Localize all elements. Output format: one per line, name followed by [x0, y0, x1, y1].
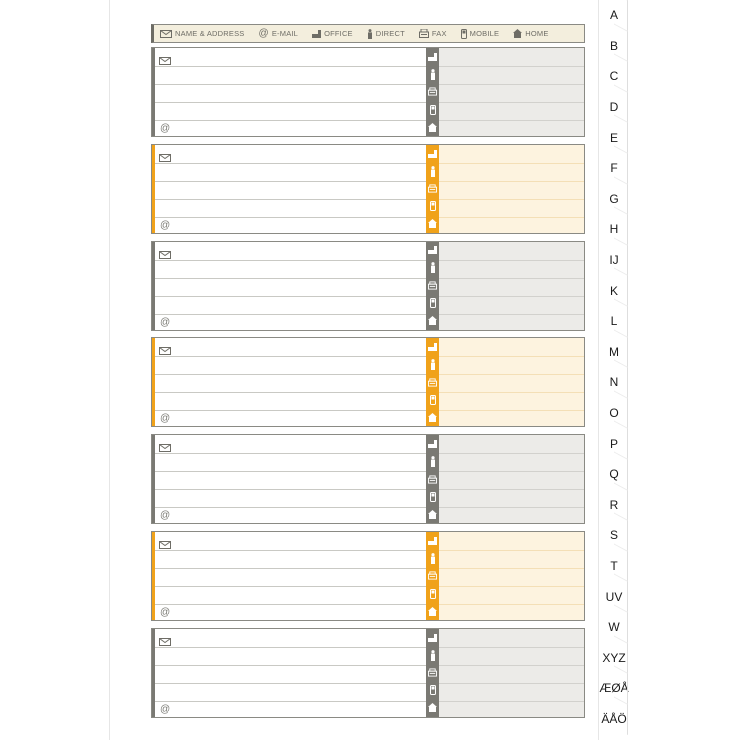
fax-icon	[428, 475, 437, 484]
index-tab-label: O	[609, 406, 619, 421]
mobile-icon	[461, 29, 467, 39]
legend-name-address-label: NAME & ADDRESS	[175, 29, 245, 38]
home-slot	[428, 122, 437, 133]
legend-email-label: E-MAIL	[271, 29, 299, 38]
phone-numbers-area[interactable]	[439, 145, 584, 233]
fax-icon	[419, 29, 429, 38]
name-address-area[interactable]	[155, 48, 426, 136]
phone-line[interactable]	[439, 296, 584, 297]
index-tab-label: A	[609, 8, 618, 23]
envelope-icon	[160, 30, 172, 38]
name-address-line[interactable]	[155, 181, 426, 182]
phone-line[interactable]	[439, 471, 584, 472]
name-address-line[interactable]	[155, 647, 426, 648]
direct-slot	[428, 456, 437, 467]
fax-slot	[428, 570, 437, 581]
phone-line[interactable]	[439, 683, 584, 684]
contact-entry[interactable]	[151, 241, 585, 331]
legend-office-label: OFFICE	[324, 29, 353, 38]
phone-line[interactable]	[439, 701, 584, 702]
index-tab-label: T	[610, 559, 618, 574]
contact-entry[interactable]	[151, 144, 585, 234]
legend-home-label: HOME	[525, 29, 549, 38]
name-address-line[interactable]	[155, 392, 426, 393]
home-slot	[428, 412, 437, 423]
fax-icon	[428, 571, 437, 580]
home-icon	[428, 703, 437, 712]
index-tab-label: H	[609, 222, 619, 237]
mobile-slot	[428, 298, 437, 309]
person-icon	[367, 29, 373, 39]
name-address-line[interactable]	[155, 701, 426, 702]
index-tab-label: E	[609, 130, 618, 145]
legend-direct	[367, 29, 405, 39]
fax-icon	[428, 378, 437, 387]
phone-line[interactable]	[439, 604, 584, 605]
legend-bar	[151, 24, 585, 43]
name-address-line[interactable]	[155, 471, 426, 472]
contact-entry[interactable]	[151, 628, 585, 718]
phone-type-icons	[426, 435, 439, 523]
mobile-slot	[428, 588, 437, 599]
name-address-line[interactable]	[155, 453, 426, 454]
name-address-area[interactable]	[155, 338, 426, 426]
direct-slot	[428, 166, 437, 177]
name-address-area[interactable]	[155, 532, 426, 620]
legend-name-address	[160, 29, 244, 38]
home-slot	[428, 315, 437, 326]
fax-slot	[428, 377, 437, 388]
fax-icon	[428, 281, 437, 290]
name-address-line[interactable]	[155, 163, 426, 164]
legend-direct-label: DIRECT	[375, 29, 405, 38]
phone-line[interactable]	[439, 489, 584, 490]
index-tab-label: UV	[605, 589, 623, 604]
contact-entry[interactable]	[151, 531, 585, 621]
office-icon	[428, 246, 437, 254]
index-tab-label: S	[609, 528, 618, 543]
fax-slot	[428, 280, 437, 291]
office-slot	[428, 632, 437, 643]
index-tab-label: W	[608, 620, 620, 635]
envelope-marker	[159, 246, 171, 264]
index-tab-label: K	[609, 283, 618, 298]
direct-slot	[428, 359, 437, 370]
phone-line[interactable]	[439, 278, 584, 279]
fax-icon	[428, 184, 437, 193]
contact-entry[interactable]	[151, 47, 585, 137]
email-marker: @	[160, 607, 171, 618]
fax-slot	[428, 86, 437, 97]
envelope-icon	[159, 347, 171, 355]
envelope-marker	[159, 536, 171, 554]
email-marker: @	[160, 219, 171, 231]
legend-office	[312, 29, 353, 38]
name-address-area[interactable]	[155, 435, 426, 523]
mobile-icon	[430, 685, 436, 695]
phone-line[interactable]	[439, 199, 584, 200]
name-address-line[interactable]	[155, 217, 426, 218]
fax-slot	[428, 667, 437, 678]
name-address-line[interactable]	[155, 199, 426, 200]
office-icon	[428, 440, 437, 448]
phone-line[interactable]	[439, 181, 584, 182]
office-icon	[428, 53, 437, 61]
phone-line[interactable]	[439, 120, 584, 121]
office-icon	[428, 150, 437, 158]
name-address-line[interactable]	[155, 604, 426, 605]
phone-line[interactable]	[439, 374, 584, 375]
mobile-icon	[430, 395, 436, 405]
home-icon	[428, 413, 437, 422]
contact-entry[interactable]	[151, 434, 585, 524]
index-tab[interactable]	[598, 704, 630, 735]
home-icon	[428, 316, 437, 325]
phone-line[interactable]	[439, 453, 584, 454]
phone-line[interactable]	[439, 392, 584, 393]
name-address-line[interactable]	[155, 260, 426, 261]
email-marker: @	[160, 510, 171, 522]
office-slot	[428, 51, 437, 62]
phone-line[interactable]	[439, 163, 584, 164]
phone-type-icons	[426, 532, 439, 620]
phone-numbers-area[interactable]	[439, 435, 584, 523]
direct-slot	[428, 650, 437, 661]
phone-type-icons	[426, 242, 439, 330]
mobile-icon	[430, 298, 436, 308]
contact-entry[interactable]	[151, 337, 585, 427]
mobile-slot	[428, 104, 437, 115]
index-tab-label: ÆØÅ	[599, 681, 629, 696]
phone-line[interactable]	[439, 507, 584, 508]
person-icon	[430, 650, 436, 661]
person-icon	[430, 69, 436, 80]
email-marker: @	[160, 123, 171, 134]
phone-type-icons	[426, 48, 439, 136]
home-icon	[428, 219, 437, 228]
fax-slot	[428, 474, 437, 485]
index-tab-label: IJ	[609, 253, 619, 268]
phone-line[interactable]	[439, 66, 584, 67]
office-icon	[428, 634, 437, 642]
name-address-line[interactable]	[155, 568, 426, 569]
index-tab-label: N	[609, 375, 619, 390]
name-address-line[interactable]	[155, 550, 426, 551]
home-icon	[428, 510, 437, 519]
phone-line[interactable]	[439, 586, 584, 587]
mobile-icon	[430, 492, 436, 502]
phone-line[interactable]	[439, 260, 584, 261]
name-address-line[interactable]	[155, 314, 426, 315]
name-address-line[interactable]	[155, 665, 426, 666]
office-slot	[428, 438, 437, 449]
phone-line[interactable]	[439, 84, 584, 85]
phone-line[interactable]	[439, 410, 584, 411]
name-address-line[interactable]	[155, 102, 426, 103]
phone-numbers-area[interactable]	[439, 242, 584, 330]
envelope-marker	[159, 342, 171, 360]
name-address-line[interactable]	[155, 356, 426, 357]
home-icon	[428, 123, 437, 132]
phone-type-icons	[426, 338, 439, 426]
alphabet-index	[598, 0, 638, 740]
name-address-area[interactable]	[155, 629, 426, 717]
index-tab-label: D	[609, 100, 619, 115]
envelope-icon	[159, 251, 171, 259]
office-icon	[312, 30, 321, 38]
phone-type-icons	[426, 629, 439, 717]
home-slot	[428, 509, 437, 520]
name-address-line[interactable]	[155, 374, 426, 375]
envelope-marker	[159, 149, 171, 167]
envelope-marker	[159, 439, 171, 457]
index-tab-label: ÄÅÖ	[601, 712, 627, 727]
name-address-line[interactable]	[155, 120, 426, 121]
index-tab-label: XYZ	[602, 650, 626, 665]
envelope-marker	[159, 52, 171, 70]
name-address-line[interactable]	[155, 683, 426, 684]
phone-line[interactable]	[439, 356, 584, 357]
home-slot	[428, 218, 437, 229]
person-icon	[430, 553, 436, 564]
direct-slot	[428, 553, 437, 564]
mobile-slot	[428, 491, 437, 502]
office-slot	[428, 148, 437, 159]
direct-slot	[428, 262, 437, 273]
email-marker: @	[160, 703, 171, 715]
phone-line[interactable]	[439, 647, 584, 648]
office-icon	[428, 343, 437, 351]
person-icon	[430, 456, 436, 467]
direct-slot	[428, 69, 437, 80]
mobile-slot	[428, 394, 437, 405]
person-icon	[430, 166, 436, 177]
fax-icon	[428, 87, 437, 96]
name-address-line[interactable]	[155, 84, 426, 85]
envelope-icon	[159, 541, 171, 549]
email-marker: @	[160, 316, 171, 328]
name-address-line[interactable]	[155, 586, 426, 587]
index-tab-label: C	[609, 69, 619, 84]
office-slot	[428, 342, 437, 353]
name-address-area[interactable]	[155, 242, 426, 330]
phone-numbers-area[interactable]	[439, 629, 584, 717]
office-slot	[428, 245, 437, 256]
home-icon	[513, 29, 522, 38]
phone-line[interactable]	[439, 102, 584, 103]
phone-line[interactable]	[439, 550, 584, 551]
tab-edge	[614, 696, 628, 734]
envelope-icon	[159, 444, 171, 452]
mobile-slot	[428, 201, 437, 212]
mobile-icon	[430, 201, 436, 211]
index-tab-label: F	[610, 161, 618, 176]
index-tab-label: G	[609, 191, 619, 206]
office-slot	[428, 535, 437, 546]
phone-line[interactable]	[439, 314, 584, 315]
fax-icon	[428, 668, 437, 677]
envelope-icon	[159, 57, 171, 65]
home-slot	[428, 702, 437, 713]
phone-line[interactable]	[439, 665, 584, 666]
name-address-line[interactable]	[155, 296, 426, 297]
name-address-line[interactable]	[155, 66, 426, 67]
at-icon: @	[258, 28, 269, 39]
legend-email	[258, 28, 298, 39]
phone-type-icons	[426, 145, 439, 233]
index-tab-label: R	[609, 497, 619, 512]
index-tab-label: P	[609, 436, 618, 451]
office-icon	[428, 537, 437, 545]
legend-home	[513, 29, 548, 38]
home-icon	[428, 607, 437, 616]
mobile-icon	[430, 589, 436, 599]
index-tab-label: L	[610, 314, 618, 329]
phone-numbers-area[interactable]	[439, 338, 584, 426]
index-tab-label: M	[609, 344, 619, 359]
legend-mobile-label: MOBILE	[469, 29, 500, 38]
name-address-area[interactable]	[155, 145, 426, 233]
email-marker: @	[160, 413, 171, 425]
legend-fax	[419, 29, 447, 38]
phone-line[interactable]	[439, 217, 584, 218]
mobile-icon	[430, 105, 436, 115]
person-icon	[430, 262, 436, 273]
envelope-icon	[159, 638, 171, 646]
index-tab-label: B	[609, 38, 618, 53]
legend-mobile	[461, 29, 500, 39]
home-slot	[428, 606, 437, 617]
mobile-slot	[428, 685, 437, 696]
name-address-line[interactable]	[155, 507, 426, 508]
person-icon	[430, 359, 436, 370]
name-address-line[interactable]	[155, 278, 426, 279]
envelope-icon	[159, 154, 171, 162]
phone-numbers-area[interactable]	[439, 532, 584, 620]
phone-line[interactable]	[439, 568, 584, 569]
index-tab-label: Q	[609, 467, 619, 482]
legend-fax-label: FAX	[431, 29, 447, 38]
fax-slot	[428, 183, 437, 194]
name-address-line[interactable]	[155, 410, 426, 411]
envelope-marker	[159, 633, 171, 651]
phone-numbers-area[interactable]	[439, 48, 584, 136]
name-address-line[interactable]	[155, 489, 426, 490]
